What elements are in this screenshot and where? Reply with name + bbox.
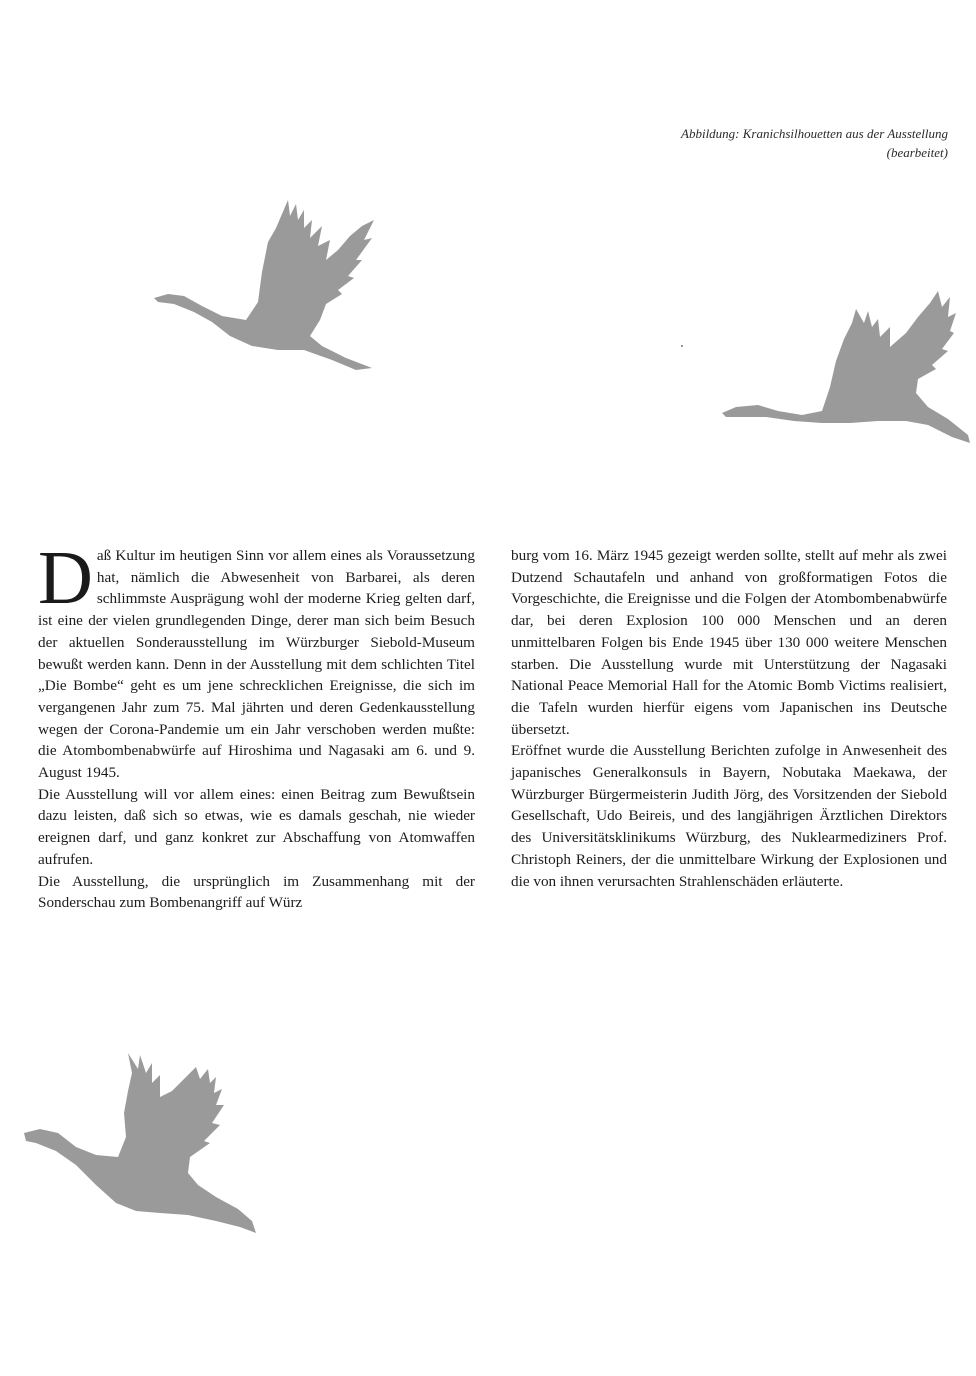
drop-cap: D [38, 536, 93, 620]
article-column-left [38, 536, 475, 914]
paragraph-3-continued: burg vom 16. März 1945 gezeigt werden sollte, stellt auf mehr als zwei Dutzend Schautafeln und anhand von großformatigen Fotos die Vorgeschichte, die Ereignisse und die Folgen der Atombombenabwürfe dar, bei deren Explosion 100 000 Menschen und an deren unmittelbaren Folgen bis Ende 1945 über 130 000 weitere Menschen starben. Die Ausstellung wurde mit Unterstützung der Nagasaki National Peace Memorial Hall for the Atomic Bomb Victims realisiert, die Tafeln wurden hierfür eigens vom Japanischen ins Deutsche übersetzt. [511, 547, 947, 738]
paragraph-2: Die Ausstellung will vor allem eines: einen Beitrag zum Bewußtsein dazu leisten, daß sich so etwas, wie es damals geschah, nie wieder ereignen darf, und ganz konkret zur Abschaffung von Atomwaffen aufrufen. [38, 785, 475, 868]
crane-silhouette-3 [20, 1045, 275, 1250]
caption-line-2: (bearbeitet) [886, 145, 948, 160]
crane-icon [718, 283, 973, 453]
paragraph-3: Die Ausstellung, die ursprünglich im Zusammenhang mit der Sonderschau zum Bombenangriff auf Würz [38, 872, 475, 912]
paragraph-1 [38, 536, 475, 784]
paragraph-4: Eröffnet wurde die Ausstellung Berichten zufolge in Anwesenheit des japanisches Generalkonsuls in Bayern, Nobutaka Maekawa, der Würzburger Bürgermeisterin Judith Jörg, des Vorsitzenden der Siebold Gesellschaft, Udo Beireis, und des langjährigen Ärztlichen Direktors des Universitätsklinikums Würzburg, des Nuklearmediziners Prof. Christoph Reiners, der die unmittelbare Wirkung der Explosionen und die von ihnen verursachten Strahlenschäden erläuterte. [511, 742, 947, 890]
caption-line-1: Abbildung: Kranichsilhouetten aus der Ausstellung [681, 126, 948, 141]
crane-silhouette-2 [718, 283, 973, 453]
paragraph-1-text: aß Kultur im heutigen Sinn vor allem eines als Voraussetzung hat, nämlich die Abwesenheit von Barbarei, als deren schlimmste Ausprägung wohl der moderne Krieg gelten darf, ist eine der vielen grundlegenden Dinge, derer man sich beim Besuch der aktuellen Sonderausstellung im Würzburger Siebold-Museum bewußt werden kann. Denn in der Ausstellung mit dem schlichten Titel „Die Bombe“ geht es um jene schrecklichen Ereignisse, die sich im vergangenen Jahr zum 75. Mal jährten und deren Gedenkausstellung wegen der Corona-Pandemie um ein Jahr verschoben werden mußte: die Atombombenabwürfe auf Hiroshima und Nagasaki am 6. und 9. August 1945. [38, 547, 475, 782]
figure-caption [681, 124, 948, 162]
article-column-right [511, 545, 947, 892]
crane-icon [150, 190, 395, 390]
speck [681, 345, 683, 347]
crane-icon [20, 1045, 275, 1250]
crane-silhouette-1 [150, 190, 395, 390]
